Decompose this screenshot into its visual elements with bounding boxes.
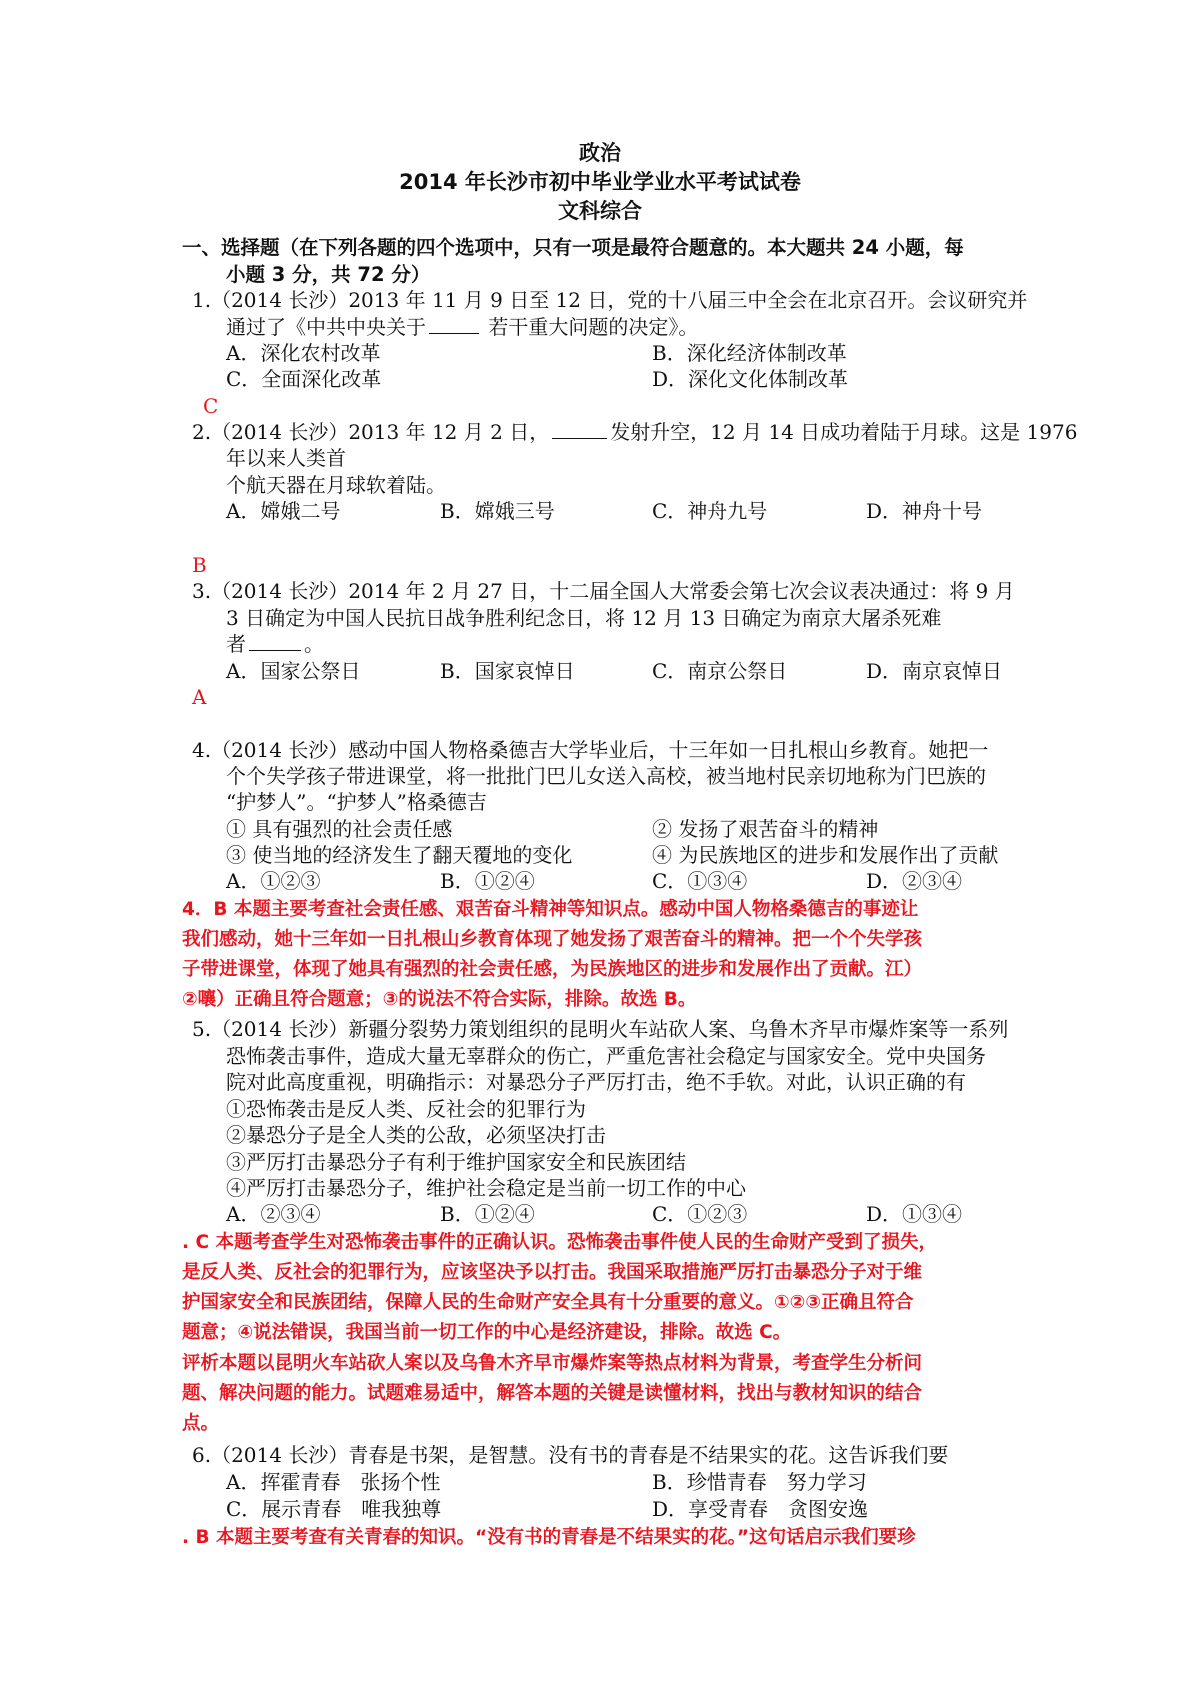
q3-option-d: D．南京哀悼日 [866, 659, 1003, 683]
q1-stem-line1: 1.（2014 长沙）2013 年 11 月 9 日至 12 日，党的十八届三中全会在北京召开。会议研究并 [192, 288, 1028, 312]
q6-option-a: A．挥霍青春 张扬个性 [226, 1470, 441, 1494]
q4-stem-line2: 个个失学孩子带进课堂，将一批批门巴儿女送入高校，被当地村民亲切地称为门巴族的 [226, 764, 986, 788]
q3-stem-line3: 者 。 [226, 632, 324, 656]
q4-statement-2: ② 发扬了艰苦奋斗的精神 [652, 817, 879, 841]
q1-option-b: B．深化经济体制改革 [652, 341, 847, 365]
q5-stem-line2: 恐怖袭击事件，造成大量无辜群众的伤亡，严重危害社会稳定与国家安全。党中央国务 [226, 1044, 986, 1068]
q5-analysis-line3: 点。 [182, 1413, 220, 1434]
q6-stem-line1: 6.（2014 长沙）青春是书架，是智慧。没有书的青春是不结果实的花。这告诉我们要 [192, 1443, 949, 1467]
q6-option-d: D．享受青春 贪图安逸 [652, 1497, 869, 1521]
q5-statement-3: ③严厉打击暴恐分子有利于维护国家安全和民族团结 [226, 1150, 686, 1174]
q5-stem-line3: 院对此高度重视，明确指示：对暴恐分子严厉打击，绝不手软。对此，认识正确的有 [226, 1070, 966, 1094]
q2-answer: B [192, 553, 207, 577]
q5-explanation-line3: 护国家安全和民族团结，保障人民的生命财产安全具有十分重要的意义。①②③正确且符合 [182, 1292, 914, 1313]
q4-statement-1: ① 具有强烈的社会责任感 [226, 817, 453, 841]
q5-option-c: C．①②③ [652, 1202, 748, 1226]
q5-option-d: D．①③④ [866, 1202, 963, 1226]
q4-option-c: C．①③④ [652, 869, 748, 893]
q2-stem-line3: 个航天器在月球软着陆。 [226, 473, 446, 497]
q6-explanation-line1: . B 本题主要考查有关青春的知识。“没有书的青春是不结果实的花。”这句话启示我们要珍 [182, 1527, 916, 1548]
section-heading-line2: 小题 3 分，共 72 分） [226, 263, 431, 286]
q5-explanation-line4: 题意；④说法错误，我国当前一切工作的中心是经济建设，排除。故选 C。 [182, 1322, 792, 1343]
q3-answer: A [192, 685, 207, 709]
q5-analysis-line1: 评析本题以昆明火车站砍人案以及乌鲁木齐早市爆炸案等热点材料为背景，考查学生分析问 [182, 1353, 923, 1374]
q2-option-c: C．神舟九号 [652, 499, 768, 523]
q5-option-a: A．②③④ [226, 1202, 321, 1226]
q1-option-c: C．全面深化改革 [226, 367, 382, 391]
fill-blank [552, 420, 607, 439]
q2-stem-line2: 年以来人类首 [226, 446, 346, 470]
q4-stem-line3: “护梦人”。“护梦人”格桑德吉 [226, 790, 487, 814]
q2-option-b: B．嫦娥三号 [440, 499, 555, 523]
q4-option-b: B．①②④ [440, 869, 535, 893]
q2-option-a: A．嫦娥二号 [226, 499, 341, 523]
fill-blank [249, 632, 301, 651]
q2-option-d: D．神舟十号 [866, 499, 983, 523]
q1-option-d: D．深化文化体制改革 [652, 367, 849, 391]
q5-analysis-line2: 题、解决问题的能力。试题难易适中，解答本题的关键是读懂材料，找出与教材知识的结合 [182, 1383, 923, 1404]
q4-stem-line1: 4.（2014 长沙）感动中国人物格桑德吉大学毕业后，十三年如一日扎根山乡教育。她把一 [192, 738, 989, 762]
q1-stem-line2: 通过了《中共中央关于 若干重大问题的决定》。 [226, 315, 699, 339]
q4-explanation-line2: 我们感动，她十三年如一日扎根山乡教育体现了她发扬了艰苦奋斗的精神。把一个个失学孩 [182, 929, 923, 950]
fill-blank [429, 315, 479, 334]
q5-explanation-line1: . C 本题考查学生对恐怖袭击事件的正确认识。恐怖袭击事件使人民的生命财产受到了损失， [182, 1232, 937, 1253]
subject-title: 政治 [579, 141, 621, 165]
q3-stem-line1: 3.（2014 长沙）2014 年 2 月 27 日，十二届全国人大常委会第七次会议表决通过：将 9 月 [192, 579, 1015, 603]
q5-explanation-line2: 是反人类、反社会的犯罪行为，应该坚决予以打击。我国采取措施严厉打击暴恐分子对于维 [182, 1262, 923, 1283]
q5-stem-line1: 5.（2014 长沙）新疆分裂势力策划组织的昆明火车站砍人案、乌鲁木齐早市爆炸案等一系列 [192, 1017, 1009, 1041]
paper-title: 文科综合 [558, 199, 642, 223]
q5-statement-4: ④严厉打击暴恐分子，维护社会稳定是当前一切工作的中心 [226, 1176, 746, 1200]
q3-stem-line2: 3 日确定为中国人民抗日战争胜利纪念日，将 12 月 13 日确定为南京大屠杀死难 [226, 606, 942, 630]
q4-option-d: D．②③④ [866, 869, 963, 893]
q5-statement-1: ①恐怖袭击是反人类、反社会的犯罪行为 [226, 1097, 586, 1121]
q4-explanation-line1: 4．B 本题主要考查社会责任感、艰苦奋斗精神等知识点。感动中国人物格桑德吉的事迹让 [182, 899, 919, 920]
q3-option-b: B．国家哀悼日 [440, 659, 575, 683]
exam-title: 2014 年长沙市初中毕业学业水平考试试卷 [399, 170, 801, 194]
q4-explanation-line4: ②嚷）正确且符合题意；③的说法不符合实际，排除。故选 B。 [182, 989, 697, 1010]
q6-option-b: B．珍惜青春 努力学习 [652, 1470, 867, 1494]
q5-statement-2: ②暴恐分子是全人类的公敌，必须坚决打击 [226, 1123, 606, 1147]
q4-statement-4: ④ 为民族地区的进步和发展作出了贡献 [652, 843, 999, 867]
q4-explanation-line3: 子带进课堂，体现了她具有强烈的社会责任感，为民族地区的进步和发展作出了贡献。江） [182, 959, 923, 980]
q4-statement-3: ③ 使当地的经济发生了翻天覆地的变化 [226, 843, 573, 867]
q1-option-a: A．深化农村改革 [226, 341, 381, 365]
q5-option-b: B．①②④ [440, 1202, 535, 1226]
q3-option-c: C．南京公祭日 [652, 659, 788, 683]
section-heading-line1: 一、选择题（在下列各题的四个选项中，只有一项是最符合题意的。本大题共 24 小题，每 [182, 236, 964, 259]
q6-option-c: C．展示青春 唯我独尊 [226, 1497, 442, 1521]
q1-answer: C [203, 394, 219, 418]
q2-stem-line1: 2.（2014 长沙）2013 年 12 月 2 日， 发射升空，12 月 14 日成功着陆于月球。这是 1976 [192, 420, 1078, 444]
q4-option-a: A．①②③ [226, 869, 321, 893]
q3-option-a: A．国家公祭日 [226, 659, 361, 683]
